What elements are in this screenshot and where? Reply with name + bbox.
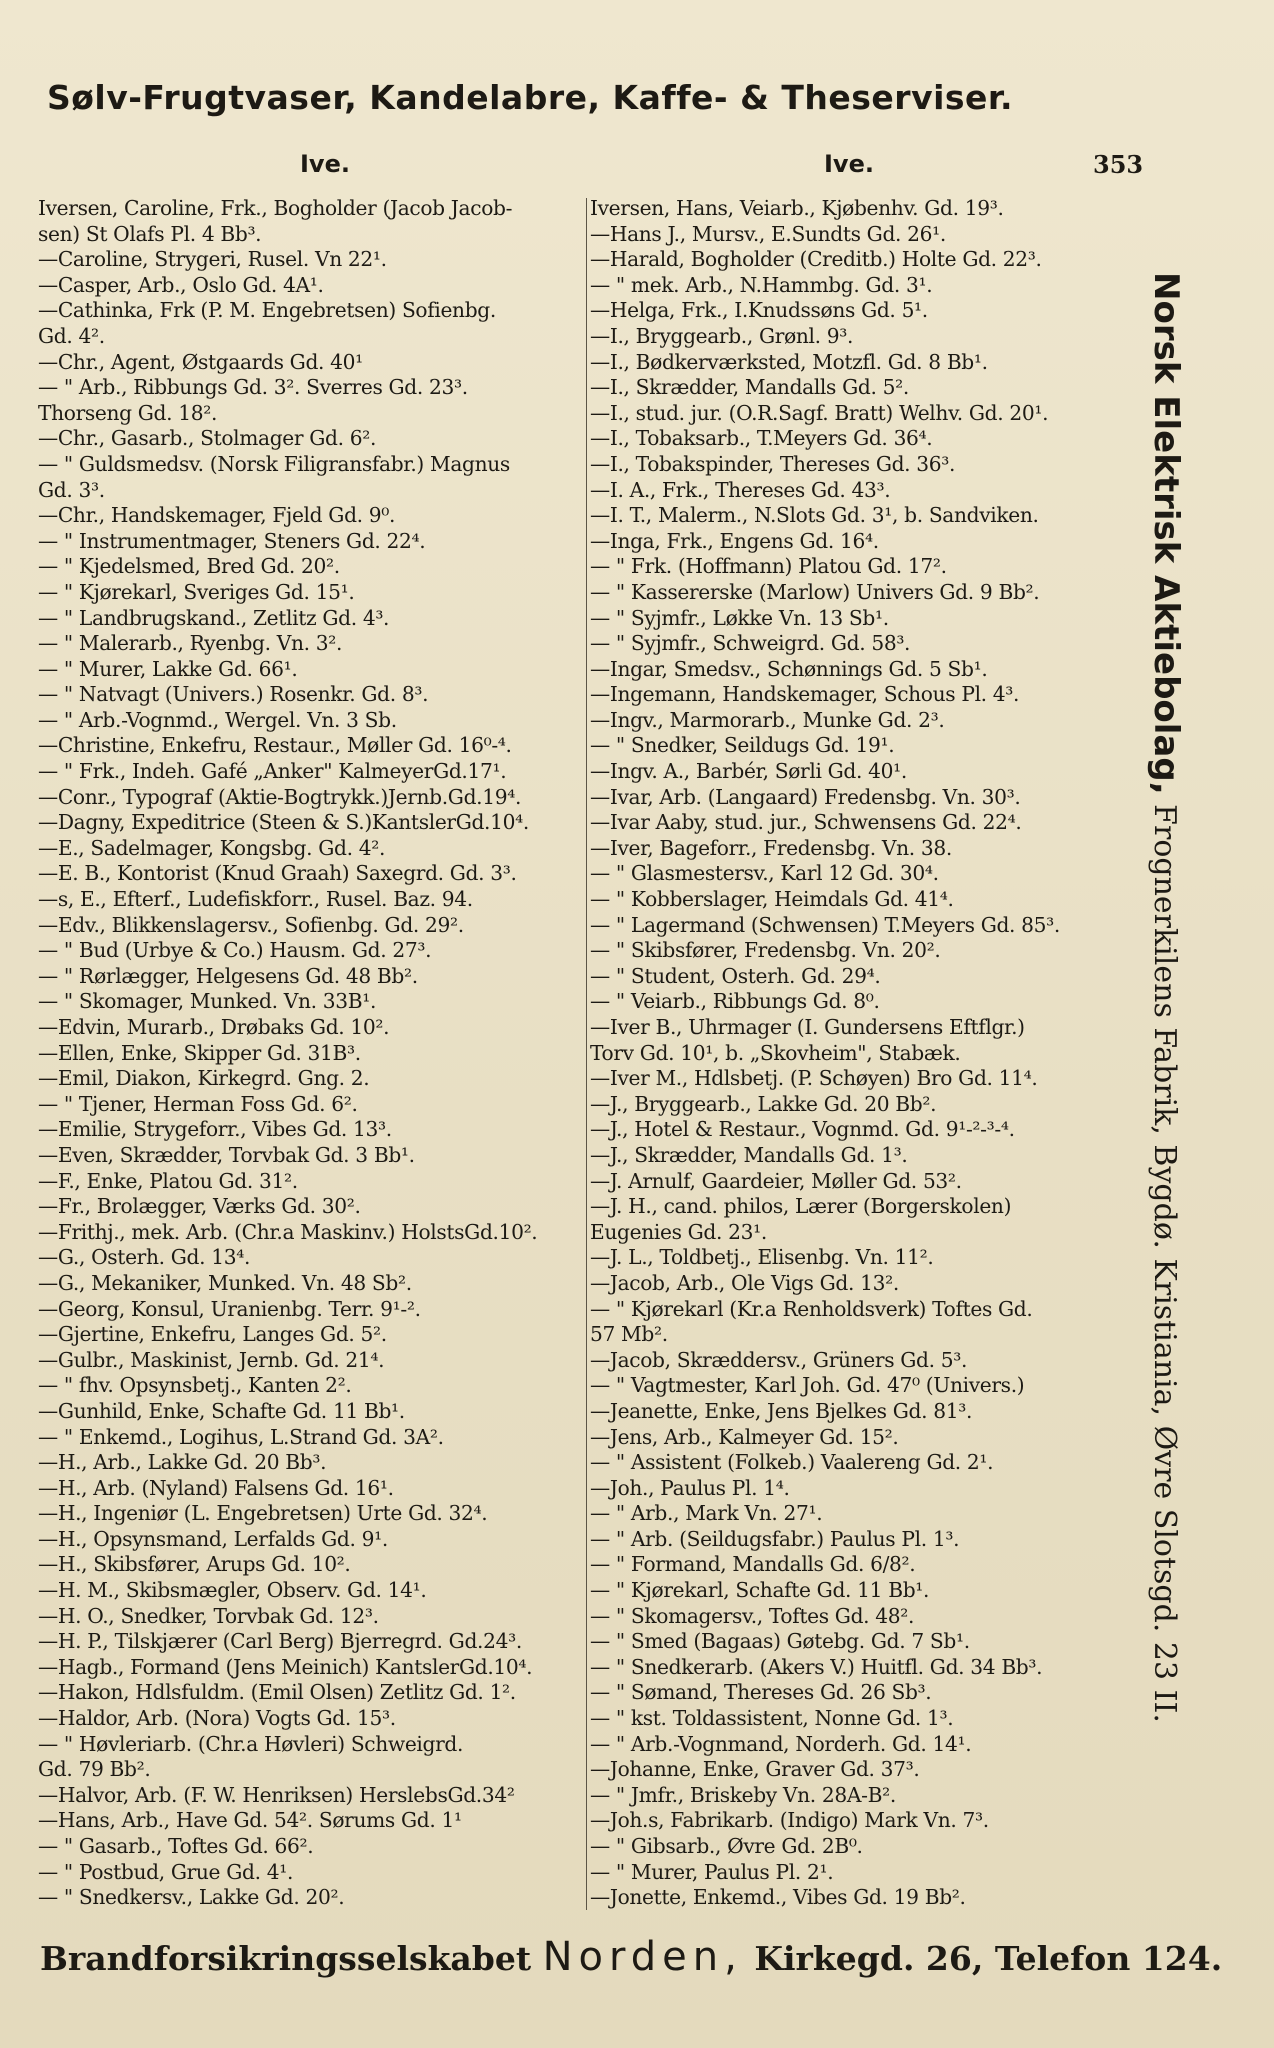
directory-entry: —Hagb., Formand (Jens Meinich) KantslerGd.10⁴.: [38, 1654, 533, 1679]
directory-entry: — " Kjedelsmed, Bred Gd. 20².: [38, 554, 340, 579]
directory-entry: — " Postbud, Grue Gd. 4¹.: [38, 1859, 294, 1884]
directory-entry: —I., Tobaksarb., T.Meyers Gd. 36⁴.: [590, 426, 933, 451]
directory-entry: — " Kjørekarl, Schafte Gd. 11 Bb¹.: [590, 1578, 930, 1603]
directory-entry: Gd. 79 Bb².: [38, 1757, 151, 1782]
directory-entry: — " Skomager, Munked. Vn. 33B¹.: [38, 989, 377, 1014]
directory-entry: —Christine, Enkefru, Restaur., Møller Gd. 16⁰-⁴.: [38, 733, 512, 758]
directory-entry: — " Kjørekarl (Kr.a Renholdsverk) Toftes Gd.: [590, 1296, 1033, 1321]
directory-entry: — " Formand, Mandalls Gd. 6/8².: [590, 1552, 916, 1577]
directory-entry: —Edv., Blikkenslagersv., Sofienbg. Gd. 29².: [38, 912, 464, 937]
directory-entry: —Gulbr., Maskinist, Jernb. Gd. 21⁴.: [38, 1347, 385, 1372]
directory-entry: —H., Opsynsmand, Lerfalds Gd. 9¹.: [38, 1526, 388, 1551]
directory-entry: — " Arb.-Vognmand, Norderh. Gd. 14¹.: [590, 1731, 972, 1756]
directory-entry: —Ingv. A., Barbér, Sørli Gd. 40¹.: [590, 759, 907, 784]
directory-entry: —Casper, Arb., Oslo Gd. 4A¹.: [38, 272, 324, 297]
directory-entry: —F., Enke, Platou Gd. 31².: [38, 1168, 298, 1193]
directory-entry: —Conr., Typograf (Aktie-Bogtrykk.)Jernb.Gd.19⁴.: [38, 784, 522, 809]
running-head-right: Ive.: [824, 150, 874, 178]
directory-entry: — " Sømand, Thereses Gd. 26 Sb³.: [590, 1680, 932, 1705]
directory-entry: —Jacob, Arb., Ole Vigs Gd. 13².: [590, 1270, 899, 1295]
directory-entry: —Hans J., Mursv., E.Sundts Gd. 26¹.: [590, 221, 946, 246]
directory-entry: — " Snedkerarb. (Akers V.) Huitfl. Gd. 34 Bb³.: [590, 1654, 1043, 1679]
directory-entry: — " Arb. (Seildugsfabr.) Paulus Pl. 1³.: [590, 1526, 960, 1551]
directory-entry: —Jeanette, Enke, Jens Bjelkes Gd. 81³.: [590, 1398, 973, 1423]
directory-entry: —Ivar, Arb. (Langaard) Fredensbg. Vn. 30³.: [590, 784, 1021, 809]
directory-entry: — " Frk., Indeh. Gafé „Anker" KalmeyerGd.17¹.: [38, 759, 507, 784]
bottom-advert-tail: Kirkegd. 26, Telefon 124.: [754, 1939, 1223, 1978]
directory-entry: — " Snedkersv., Lakke Gd. 20².: [38, 1885, 345, 1910]
directory-entry: —Emilie, Strygeforr., Vibes Gd. 13³.: [38, 1117, 392, 1142]
directory-entry: —Frithj., mek. Arb. (Chr.a Maskinv.) HolstsGd.10².: [38, 1219, 538, 1244]
directory-entry: Thorseng Gd. 18².: [38, 400, 218, 425]
bottom-advert-lead: Brandforsikringsselskabet: [40, 1939, 532, 1978]
bottom-advert-banner: [40, 1934, 1223, 1980]
directory-entry: — " Kobberslager, Heimdals Gd. 41⁴.: [590, 887, 954, 912]
directory-entry: —Ingv., Marmorarb., Munke Gd. 2³.: [590, 707, 945, 732]
directory-entry: — " Student, Osterh. Gd. 29⁴.: [590, 963, 881, 988]
directory-entry: — " Instrumentmager, Steners Gd. 22⁴.: [38, 528, 426, 553]
directory-entry: 57 Mb².: [590, 1322, 668, 1347]
directory-entry: —Haldor, Arb. (Nora) Vogts Gd. 15³.: [38, 1706, 396, 1731]
directory-entry: — " Vagtmester, Karl Joh. Gd. 47⁰ (Univers.): [590, 1373, 1025, 1398]
directory-entry: —Halvor, Arb. (F. W. Henriksen) HerslebsGd.34²: [38, 1782, 515, 1807]
directory-entry: — " mek. Arb., N.Hammbg. Gd. 3¹.: [590, 272, 933, 297]
directory-entry: —Emil, Diakon, Kirkegrd. Gng. 2.: [38, 1066, 370, 1091]
directory-entry: —H. O., Snedker, Torvbak Gd. 12³.: [38, 1603, 379, 1628]
directory-entry: — " Skomagersv., Toftes Gd. 48².: [590, 1603, 915, 1628]
directory-entry: —Georg, Konsul, Uranienbg. Terr. 9¹-².: [38, 1296, 421, 1321]
directory-entry: —Hans, Arb., Have Gd. 54². Sørums Gd. 1¹: [38, 1808, 462, 1833]
directory-entry: —Cathinka, Frk (P. M. Engebretsen) Sofienbg.: [38, 298, 496, 323]
directory-entry: —H. M., Skibsmægler, Observ. Gd. 14¹.: [38, 1578, 427, 1603]
directory-entry: — " Veiarb., Ribbungs Gd. 8⁰.: [590, 989, 880, 1014]
directory-entry: —J. H., cand. philos, Lærer (Borgerskolen): [590, 1194, 1012, 1219]
directory-entry: Gd. 3³.: [38, 477, 105, 502]
directory-entry: — " Arb.-Vognmd., Wergel. Vn. 3 Sb.: [38, 707, 397, 732]
directory-entry: —Gunhild, Enke, Schafte Gd. 11 Bb¹.: [38, 1398, 405, 1423]
directory-entry: —Iver M., Hdlsbetj. (P. Schøyen) Bro Gd. 11⁴.: [590, 1066, 1038, 1091]
directory-entry: —I., Tobakspinder, Thereses Gd. 36³.: [590, 451, 956, 476]
directory-entry: —Hakon, Hdlsfuldm. (Emil Olsen) Zetlitz Gd. 1².: [38, 1680, 516, 1705]
directory-entry: — " Kjørekarl, Sveriges Gd. 15¹.: [38, 579, 355, 604]
directory-entry: —Helga, Frk., I.Knudssøns Gd. 5¹.: [590, 298, 928, 323]
directory-entry: —G., Mekaniker, Munked. Vn. 48 Sb².: [38, 1270, 412, 1295]
side-advert-text: [1146, 272, 1186, 1723]
directory-entry: —Edvin, Murarb., Drøbaks Gd. 10².: [38, 1015, 390, 1039]
directory-entry: — " Syjmfr., Schweigrd. Gd. 58³.: [590, 631, 911, 656]
directory-entry: —Fr., Brolægger, Værks Gd. 30².: [38, 1194, 361, 1219]
directory-entry: —G., Osterh. Gd. 13⁴.: [38, 1245, 251, 1270]
bottom-advert-brand: Norden,: [542, 1934, 743, 1980]
directory-entry: —Caroline, Strygeri, Rusel. Vn 22¹.: [38, 247, 387, 272]
directory-entry: — " Kassererske (Marlow) Univers Gd. 9 Bb².: [590, 579, 1040, 604]
directory-entry: —Johanne, Enke, Graver Gd. 37³.: [590, 1757, 920, 1782]
top-advert-banner: Sølv-Frugtvaser, Kandelabre, Kaffe- & Theserviser.: [46, 78, 1014, 117]
column-divider: [586, 198, 587, 1910]
directory-entry: —Joh., Paulus Pl. 1⁴.: [590, 1475, 790, 1500]
directory-entry: Eugenies Gd. 23¹.: [590, 1219, 767, 1244]
directory-entry: —s, E., Efterf., Ludefiskforr., Rusel. Baz. 94.: [38, 887, 473, 912]
directory-entry: — " Landbrugskand., Zetlitz Gd. 4³.: [38, 605, 390, 630]
directory-entry: —Jonette, Enkemd., Vibes Gd. 19 Bb².: [590, 1885, 966, 1910]
directory-entry: —Ivar Aaby, stud. jur., Schwensens Gd. 22⁴.: [590, 810, 1022, 835]
directory-entry: —Chr., Gasarb., Stolmager Gd. 6².: [38, 426, 377, 451]
directory-entry: —Iver, Bageforr., Fredensbg. Vn. 38.: [590, 835, 952, 860]
directory-entry: Torv Gd. 10¹, b. „Skovheim", Stabæk.: [590, 1040, 961, 1065]
directory-entry: —J., Skrædder, Mandalls Gd. 1³.: [590, 1142, 908, 1167]
directory-entry: —Chr., Handskemager, Fjeld Gd. 9⁰.: [38, 503, 396, 528]
directory-entry: — " Tjener, Herman Foss Gd. 6².: [38, 1091, 358, 1116]
directory-entry: —Chr., Agent, Østgaards Gd. 40¹: [38, 349, 363, 374]
directory-entry: —H., Ingeniør (L. Engebretsen) Urte Gd. 32⁴.: [38, 1501, 488, 1526]
right-column: [590, 196, 1130, 1911]
page-number: 353: [1093, 150, 1144, 179]
directory-entry: — " Høvleriarb. (Chr.a Høvleri) Schweigrd.: [38, 1731, 464, 1756]
directory-entry: — " Enkemd., Logihus, L.Strand Gd. 3A².: [38, 1424, 444, 1449]
directory-entry: — " Murer, Lakke Gd. 66¹.: [38, 656, 298, 681]
directory-entry: —I., Bødkerværksted, Motzfl. Gd. 8 Bb¹.: [590, 349, 988, 374]
directory-entry: —Iver B., Uhrmager (I. Gundersens Eftflgr.): [590, 1015, 1025, 1039]
side-advert-banner: [1146, 272, 1196, 1872]
directory-entry: —J., Bryggearb., Lakke Gd. 20 Bb².: [590, 1091, 937, 1116]
directory-entry: —J. Arnulf, Gaardeier, Møller Gd. 53².: [590, 1168, 962, 1193]
directory-entry: —E., Sadelmager, Kongsbg. Gd. 4².: [38, 835, 386, 860]
directory-entry: —Harald, Bogholder (Creditb.) Holte Gd. 22³.: [590, 247, 1042, 272]
directory-entry: Gd. 4².: [38, 323, 105, 348]
directory-entry: — " Rørlægger, Helgesens Gd. 48 Bb².: [38, 963, 418, 988]
directory-entry: —Ellen, Enke, Skipper Gd. 31B³.: [38, 1040, 361, 1065]
directory-entry: — " Glasmestersv., Karl 12 Gd. 30⁴.: [590, 861, 939, 886]
directory-entry: — " Syjmfr., Løkke Vn. 13 Sb¹.: [590, 605, 889, 630]
side-advert-company: Norsk Elektrisk Aktiebolag,: [1146, 272, 1186, 795]
directory-entry: — " Frk. (Hoffmann) Platou Gd. 17².: [590, 554, 947, 579]
directory-entry: —Ingemann, Handskemager, Schous Pl. 4³.: [590, 682, 1020, 707]
directory-entry: —Gjertine, Enkefru, Langes Gd. 5².: [38, 1322, 387, 1347]
directory-entry: Iversen, Hans, Veiarb., Kjøbenhv. Gd. 19³.: [590, 196, 1004, 220]
directory-entry: —I., Bryggearb., Grønl. 9³.: [590, 323, 854, 348]
directory-entry: — " kst. Toldassistent, Nonne Gd. 1³.: [590, 1706, 954, 1731]
directory-entry: — " Snedker, Seildugs Gd. 19¹.: [590, 733, 895, 758]
directory-entry: — " Assistent (Folkeb.) Vaalereng Gd. 2¹.: [590, 1450, 994, 1475]
directory-entry: —I., stud. jur. (O.R.Sagf. Bratt) Welhv. Gd. 20¹.: [590, 400, 1049, 425]
directory-entry: —H., Arb., Lakke Gd. 20 Bb³.: [38, 1450, 327, 1475]
directory-entry: —Dagny, Expeditrice (Steen & S.)KantslerGd.10⁴.: [38, 810, 529, 835]
directory-entry: —H. P., Tilskjærer (Carl Berg) Bjerregrd. Gd.24³.: [38, 1629, 522, 1654]
directory-entry: —I. T., Malerm., N.Slots Gd. 3¹, b. Sandviken.: [590, 503, 1039, 528]
directory-entry: — " Smed (Bagaas) Gøtebg. Gd. 7 Sb¹.: [590, 1629, 970, 1654]
directory-entry: — " Guldsmedsv. (Norsk Filigransfabr.) Magnus: [38, 451, 510, 476]
side-advert-address: Frognerkilens Fabrik, Bygdø. Kristiania, Øvre Slotsgd. 23 II.: [1147, 794, 1182, 1723]
directory-entry: —Even, Skrædder, Torvbak Gd. 3 Bb¹.: [38, 1142, 415, 1167]
directory-entry: —H., Arb. (Nyland) Falsens Gd. 16¹.: [38, 1475, 394, 1500]
directory-entry: — " Natvagt (Univers.) Rosenkr. Gd. 8³.: [38, 682, 429, 707]
directory-entry: — " Lagermand (Schwensen) T.Meyers Gd. 85³.: [590, 912, 1060, 937]
directory-entry: — " Bud (Urbye & Co.) Hausm. Gd. 27³.: [38, 938, 432, 963]
running-head-left: Ive.: [300, 150, 350, 178]
directory-entry: — " Gasarb., Toftes Gd. 66².: [38, 1834, 314, 1858]
directory-entry: —Jens, Arb., Kalmeyer Gd. 15².: [590, 1424, 899, 1449]
directory-entry: —Joh.s, Fabrikarb. (Indigo) Mark Vn. 7³.: [590, 1808, 989, 1833]
directory-entry: — " Arb., Mark Vn. 27¹.: [590, 1501, 823, 1526]
directory-entry: sen) St Olafs Pl. 4 Bb³.: [38, 221, 262, 246]
directory-entry: —Inga, Frk., Engens Gd. 16⁴.: [590, 528, 879, 553]
directory-entry: —J., Hotel & Restaur., Vognmd. Gd. 9¹-²-³-⁴.: [590, 1117, 1015, 1142]
directory-entry: — " Jmfr., Briskeby Vn. 28A-B².: [590, 1782, 896, 1807]
left-column: [38, 196, 586, 1911]
directory-entry: —I. A., Frk., Thereses Gd. 43³.: [590, 477, 891, 502]
directory-entry: — " Arb., Ribbungs Gd. 3². Sverres Gd. 23³.: [38, 375, 468, 400]
directory-entry: —H., Skibsfører, Arups Gd. 10².: [38, 1552, 351, 1577]
directory-entry: —E. B., Kontorist (Knud Graah) Saxegrd. Gd. 3³.: [38, 861, 517, 886]
directory-entry: —Ingar, Smedsv., Schønnings Gd. 5 Sb¹.: [590, 656, 988, 681]
directory-entry: — " Malerarb., Ryenbg. Vn. 3².: [38, 631, 343, 656]
directory-entry: — " fhv. Opsynsbetj., Kanten 2².: [38, 1373, 352, 1398]
directory-entry: — " Gibsarb., Øvre Gd. 2B⁰.: [590, 1834, 863, 1858]
directory-entry: — " Murer, Paulus Pl. 2¹.: [590, 1859, 834, 1884]
directory-entry: — " Skibsfører, Fredensbg. Vn. 20².: [590, 938, 941, 963]
directory-entry: —J. L., Toldbetj., Elisenbg. Vn. 11².: [590, 1245, 934, 1270]
directory-entry: —Jacob, Skræddersv., Grüners Gd. 5³.: [590, 1347, 968, 1372]
directory-entry: —I., Skrædder, Mandalls Gd. 5².: [590, 375, 909, 400]
directory-entry: Iversen, Caroline, Frk., Bogholder (Jacob Jacob-: [38, 196, 513, 220]
